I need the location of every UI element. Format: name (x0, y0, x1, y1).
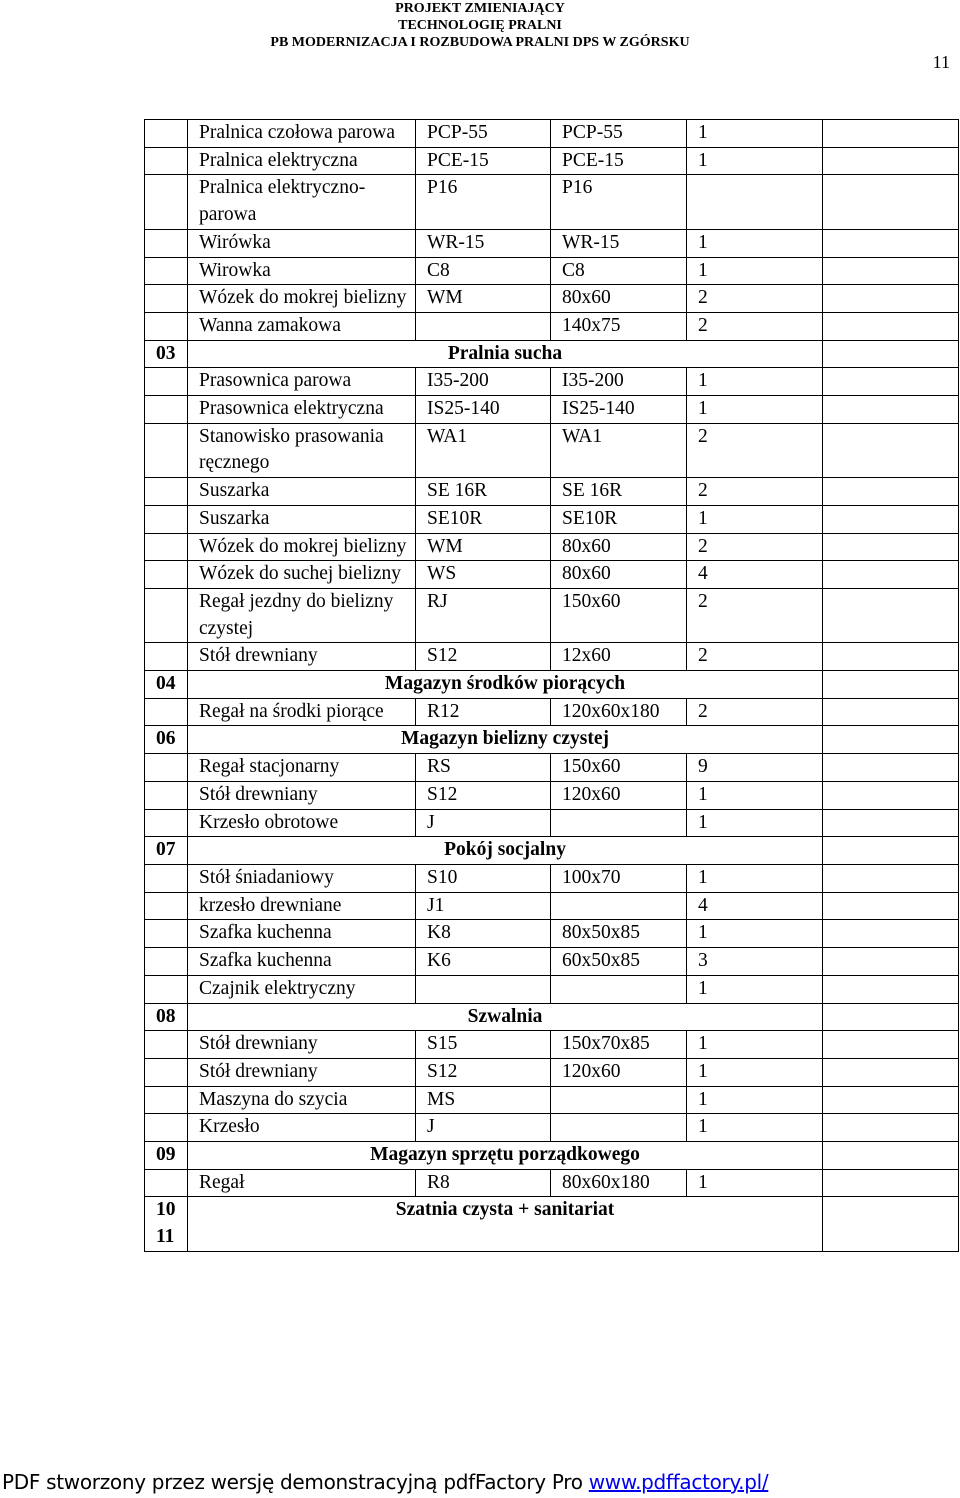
table-row (145, 643, 959, 671)
empty-cell (823, 285, 959, 313)
item-name: Pralnica elektryczna (188, 147, 416, 175)
empty-cell (823, 726, 959, 754)
table-row (145, 285, 959, 313)
item-name: Prasownica parowa (188, 368, 416, 396)
item-quantity: 2 (687, 588, 823, 642)
item-symbol: R8 (416, 1169, 551, 1197)
section-row (145, 726, 959, 754)
item-quantity: 1 (687, 396, 823, 424)
item-quantity: 1 (687, 1086, 823, 1114)
row-number (145, 368, 188, 396)
empty-cell (823, 312, 959, 340)
item-quantity: 4 (687, 892, 823, 920)
empty-cell (823, 120, 959, 148)
table-row (145, 533, 959, 561)
table-row (145, 1169, 959, 1197)
row-number (145, 948, 188, 976)
empty-cell (823, 257, 959, 285)
empty-cell (823, 698, 959, 726)
item-name: Regał na środki piorące (188, 698, 416, 726)
item-name: Stół drewniany (188, 643, 416, 671)
item-name: Suszarka (188, 505, 416, 533)
item-symbol (416, 975, 551, 1003)
pdf-footer (2, 1470, 768, 1494)
row-number (145, 588, 188, 642)
item-name: Krzesło (188, 1114, 416, 1142)
item-symbol: WR-15 (416, 229, 551, 257)
empty-cell (823, 837, 959, 865)
section-number: 04 (145, 671, 188, 699)
empty-cell (823, 147, 959, 175)
item-quantity: 9 (687, 754, 823, 782)
row-number (145, 478, 188, 506)
item-name: Stół śniadaniowy (188, 864, 416, 892)
section-row (145, 1003, 959, 1031)
item-name: Prasownica elektryczna (188, 396, 416, 424)
item-quantity: 1 (687, 864, 823, 892)
item-quantity: 1 (687, 120, 823, 148)
section-title: Szatnia czysta + sanitariat (188, 1197, 823, 1251)
item-dimensions: P16 (551, 175, 687, 229)
section-row (145, 1142, 959, 1170)
empty-cell (823, 781, 959, 809)
table-row (145, 423, 959, 477)
row-number (145, 229, 188, 257)
row-number (145, 698, 188, 726)
item-quantity: 1 (687, 1114, 823, 1142)
table-row (145, 809, 959, 837)
item-name: Stół drewniany (188, 1031, 416, 1059)
item-symbol (416, 312, 551, 340)
footer-link[interactable]: www.pdffactory.pl/ (588, 1470, 769, 1494)
item-dimensions (551, 975, 687, 1003)
item-dimensions: SE 16R (551, 478, 687, 506)
row-number (145, 1169, 188, 1197)
item-name: Pralnica elektryczno-parowa (188, 175, 416, 229)
empty-cell (823, 1142, 959, 1170)
item-name: Wirowka (188, 257, 416, 285)
item-symbol: I35-200 (416, 368, 551, 396)
table-row (145, 948, 959, 976)
row-number (145, 175, 188, 229)
equipment-table (144, 119, 959, 1252)
empty-cell (823, 948, 959, 976)
section-row (145, 671, 959, 699)
item-name: Pralnica czołowa parowa (188, 120, 416, 148)
table-row (145, 1058, 959, 1086)
item-dimensions: I35-200 (551, 368, 687, 396)
empty-cell (823, 229, 959, 257)
item-dimensions: 150x60 (551, 588, 687, 642)
item-quantity (687, 175, 823, 229)
item-dimensions: 140x75 (551, 312, 687, 340)
table-row (145, 175, 959, 229)
item-dimensions: 150x60 (551, 754, 687, 782)
item-symbol: IS25-140 (416, 396, 551, 424)
item-name: Regał jezdny do bielizny czystej (188, 588, 416, 642)
section-title: Pralnia sucha (188, 340, 823, 368)
item-symbol: SE10R (416, 505, 551, 533)
row-number (145, 1086, 188, 1114)
item-dimensions: IS25-140 (551, 396, 687, 424)
section-number: 07 (145, 837, 188, 865)
empty-cell (823, 1058, 959, 1086)
row-number (145, 1031, 188, 1059)
item-quantity: 1 (687, 505, 823, 533)
item-name: Szafka kuchenna (188, 948, 416, 976)
section-number: 10 11 (145, 1197, 188, 1251)
row-number (145, 1058, 188, 1086)
item-symbol: WM (416, 533, 551, 561)
item-quantity: 2 (687, 312, 823, 340)
item-dimensions: SE10R (551, 505, 687, 533)
item-dimensions (551, 1086, 687, 1114)
table-row (145, 505, 959, 533)
item-name: Stół drewniany (188, 1058, 416, 1086)
item-quantity: 2 (687, 423, 823, 477)
item-name: Szafka kuchenna (188, 920, 416, 948)
item-dimensions: C8 (551, 257, 687, 285)
item-name: Wanna zamakowa (188, 312, 416, 340)
empty-cell (823, 505, 959, 533)
table-row (145, 864, 959, 892)
item-dimensions (551, 892, 687, 920)
empty-cell (823, 671, 959, 699)
empty-cell (823, 809, 959, 837)
item-symbol: S12 (416, 643, 551, 671)
item-quantity: 2 (687, 643, 823, 671)
row-number (145, 257, 188, 285)
table-row (145, 781, 959, 809)
row-number (145, 892, 188, 920)
item-symbol: J (416, 1114, 551, 1142)
empty-cell (823, 478, 959, 506)
item-name: Wózek do mokrej bielizny (188, 533, 416, 561)
item-symbol: S12 (416, 1058, 551, 1086)
item-symbol: P16 (416, 175, 551, 229)
empty-cell (823, 340, 959, 368)
table-row (145, 229, 959, 257)
row-number (145, 920, 188, 948)
item-dimensions: 150x70x85 (551, 1031, 687, 1059)
item-quantity: 1 (687, 368, 823, 396)
item-quantity: 2 (687, 698, 823, 726)
section-title: Magazyn bielizny czystej (188, 726, 823, 754)
item-dimensions: 80x60 (551, 533, 687, 561)
item-symbol: C8 (416, 257, 551, 285)
item-symbol: RS (416, 754, 551, 782)
empty-cell (823, 892, 959, 920)
document-header (0, 0, 960, 51)
item-quantity: 1 (687, 975, 823, 1003)
empty-cell (823, 1197, 959, 1251)
item-quantity: 1 (687, 1058, 823, 1086)
empty-cell (823, 920, 959, 948)
item-quantity: 1 (687, 809, 823, 837)
item-symbol: K6 (416, 948, 551, 976)
section-row (145, 340, 959, 368)
footer-text: PDF stworzony przez wersję demonstracyjną pdfFactory Pro (2, 1470, 589, 1494)
item-name: Suszarka (188, 478, 416, 506)
row-number (145, 809, 188, 837)
header-line-1: PROJEKT ZMIENIAJĄCY (395, 1, 565, 16)
item-symbol: S15 (416, 1031, 551, 1059)
row-number (145, 781, 188, 809)
item-dimensions: 12x60 (551, 643, 687, 671)
item-dimensions: 80x60 (551, 285, 687, 313)
item-quantity: 2 (687, 533, 823, 561)
section-title: Magazyn sprzętu porządkowego (188, 1142, 823, 1170)
page-number: 11 (932, 52, 950, 72)
item-symbol: WM (416, 285, 551, 313)
section-title: Szwalnia (188, 1003, 823, 1031)
empty-cell (823, 1169, 959, 1197)
row-number (145, 396, 188, 424)
item-dimensions: WA1 (551, 423, 687, 477)
item-symbol: RJ (416, 588, 551, 642)
row-number (145, 423, 188, 477)
table-row (145, 698, 959, 726)
item-symbol: PCE-15 (416, 147, 551, 175)
empty-cell (823, 864, 959, 892)
row-number (145, 312, 188, 340)
item-name: Wózek do mokrej bielizny (188, 285, 416, 313)
item-symbol: J (416, 809, 551, 837)
item-dimensions (551, 1114, 687, 1142)
item-dimensions: WR-15 (551, 229, 687, 257)
section-number: 03 (145, 340, 188, 368)
section-number: 08 (145, 1003, 188, 1031)
row-number (145, 754, 188, 782)
section-row (145, 837, 959, 865)
table-row (145, 257, 959, 285)
item-name: Regał stacjonarny (188, 754, 416, 782)
item-quantity: 4 (687, 561, 823, 589)
equipment-table-body (145, 120, 959, 1252)
item-dimensions: 60x50x85 (551, 948, 687, 976)
empty-cell (823, 368, 959, 396)
empty-cell (823, 396, 959, 424)
item-symbol: MS (416, 1086, 551, 1114)
item-quantity: 1 (687, 229, 823, 257)
section-number: 09 (145, 1142, 188, 1170)
empty-cell (823, 588, 959, 642)
item-dimensions: 120x60 (551, 1058, 687, 1086)
item-dimensions: 120x60x180 (551, 698, 687, 726)
empty-cell (823, 561, 959, 589)
item-symbol: S10 (416, 864, 551, 892)
header-line-3: PB MODERNIZACJA I ROZBUDOWA PRALNI DPS W ZGÓRSKU (270, 35, 690, 50)
item-quantity: 1 (687, 257, 823, 285)
empty-cell (823, 423, 959, 477)
table-row (145, 120, 959, 148)
empty-cell (823, 754, 959, 782)
item-dimensions (551, 809, 687, 837)
section-title: Magazyn środków piorących (188, 671, 823, 699)
section-title: Pokój socjalny (188, 837, 823, 865)
item-dimensions: PCP-55 (551, 120, 687, 148)
item-name: Wirówka (188, 229, 416, 257)
row-number (145, 1114, 188, 1142)
item-quantity: 2 (687, 285, 823, 313)
row-number (145, 285, 188, 313)
empty-cell (823, 533, 959, 561)
item-quantity: 1 (687, 147, 823, 175)
header-line-2: TECHNOLOGIĘ PRALNI (398, 18, 562, 33)
row-number (145, 643, 188, 671)
table-row (145, 588, 959, 642)
item-symbol: J1 (416, 892, 551, 920)
section-number: 06 (145, 726, 188, 754)
item-dimensions: 100x70 (551, 864, 687, 892)
table-row (145, 1114, 959, 1142)
item-name: Maszyna do szycia (188, 1086, 416, 1114)
empty-cell (823, 1114, 959, 1142)
item-symbol: K8 (416, 920, 551, 948)
empty-cell (823, 975, 959, 1003)
item-quantity: 1 (687, 1031, 823, 1059)
empty-cell (823, 643, 959, 671)
item-dimensions: 120x60 (551, 781, 687, 809)
item-quantity: 1 (687, 920, 823, 948)
empty-cell (823, 1003, 959, 1031)
item-dimensions: 80x60 (551, 561, 687, 589)
item-symbol: WS (416, 561, 551, 589)
row-number (145, 120, 188, 148)
table-row (145, 1086, 959, 1114)
row-number (145, 975, 188, 1003)
item-quantity: 1 (687, 781, 823, 809)
empty-cell (823, 1086, 959, 1114)
section-row (145, 1197, 959, 1251)
table-row (145, 754, 959, 782)
item-symbol: S12 (416, 781, 551, 809)
row-number (145, 147, 188, 175)
row-number (145, 505, 188, 533)
item-dimensions: 80x50x85 (551, 920, 687, 948)
item-name: Krzesło obrotowe (188, 809, 416, 837)
item-name: Wózek do suchej bielizny (188, 561, 416, 589)
table-row (145, 561, 959, 589)
item-name: krzesło drewniane (188, 892, 416, 920)
table-row (145, 920, 959, 948)
item-symbol: WA1 (416, 423, 551, 477)
empty-cell (823, 1031, 959, 1059)
item-dimensions: PCE-15 (551, 147, 687, 175)
item-symbol: PCP-55 (416, 120, 551, 148)
item-symbol: R12 (416, 698, 551, 726)
item-name: Czajnik elektryczny (188, 975, 416, 1003)
item-symbol: SE 16R (416, 478, 551, 506)
table-row (145, 478, 959, 506)
item-quantity: 3 (687, 948, 823, 976)
item-name: Stół drewniany (188, 781, 416, 809)
table-row (145, 975, 959, 1003)
table-row (145, 368, 959, 396)
table-row (145, 147, 959, 175)
row-number (145, 533, 188, 561)
table-row (145, 396, 959, 424)
row-number (145, 864, 188, 892)
table-row (145, 892, 959, 920)
table-row (145, 1031, 959, 1059)
item-quantity: 1 (687, 1169, 823, 1197)
empty-cell (823, 175, 959, 229)
row-number (145, 561, 188, 589)
item-name: Regał (188, 1169, 416, 1197)
item-dimensions: 80x60x180 (551, 1169, 687, 1197)
item-name: Stanowisko prasowania ręcznego (188, 423, 416, 477)
table-row (145, 312, 959, 340)
item-quantity: 2 (687, 478, 823, 506)
